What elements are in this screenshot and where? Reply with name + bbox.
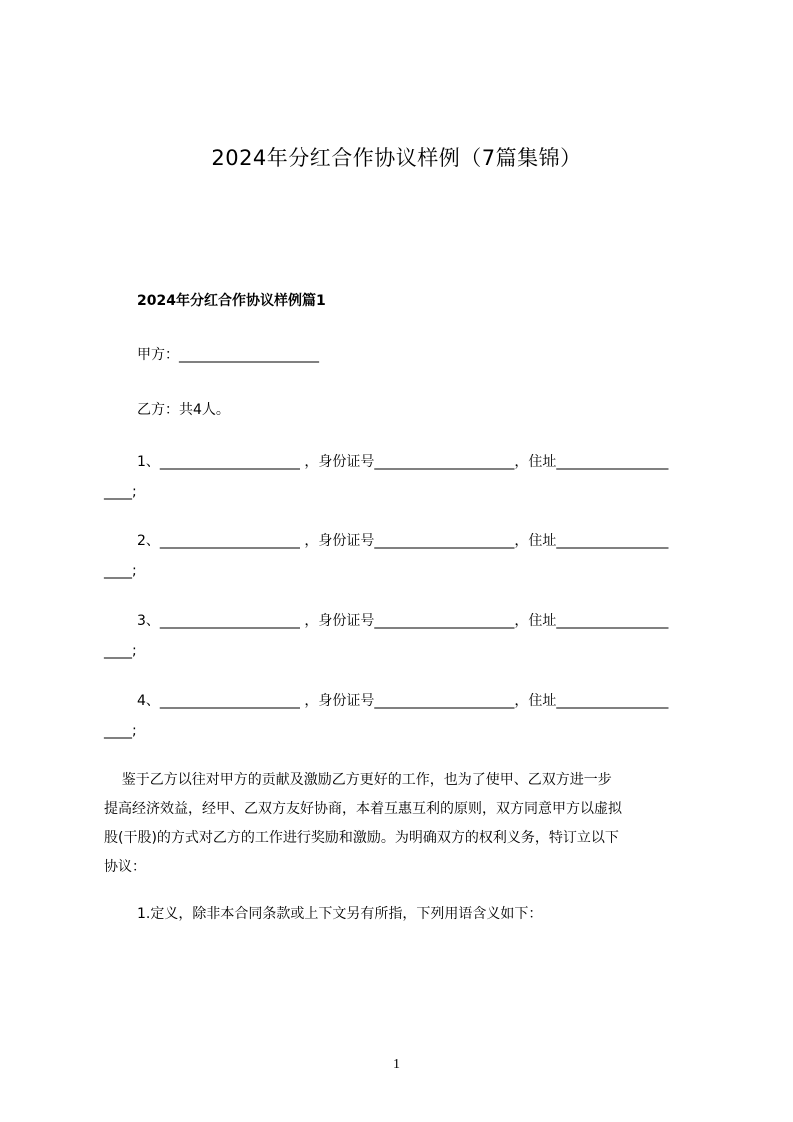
member-row-1: 1、____________________ ，身份证号____________________，住址________________ bbox=[137, 454, 669, 470]
member-row-4: 4、____________________ ，身份证号____________________，住址________________ bbox=[137, 693, 669, 709]
page-number: 1 bbox=[393, 1057, 400, 1072]
preamble-line: 提高经济效益，经甲、乙双方友好协商，本着互惠互利的原则，双方同意甲方以虚拟 bbox=[104, 801, 622, 817]
party-b-line: 乙方：共4人。 bbox=[137, 402, 230, 418]
member-row-4-continuation: ____; bbox=[104, 723, 137, 739]
party-a-line: 甲方：____________________ bbox=[137, 347, 319, 363]
section-heading: 2024年分红合作协议样例篇1 bbox=[137, 293, 326, 309]
preamble-line: 股(干股)的方式对乙方的工作进行奖励和激励。为明确双方的权利义务，特订立以下 bbox=[104, 830, 619, 846]
member-row-3: 3、____________________ ，身份证号____________________，住址________________ bbox=[137, 613, 669, 629]
member-row-2: 2、____________________ ，身份证号____________________，住址________________ bbox=[137, 533, 669, 549]
document-title: 2024年分红合作协议样例（7篇集锦） bbox=[211, 146, 582, 170]
definition-clause: 1.定义，除非本合同条款或上下文另有所指，下列用语含义如下： bbox=[137, 906, 543, 922]
preamble-line: 鉴于乙方以往对甲方的贡献及激励乙方更好的工作，也为了使甲、乙双方进一步 bbox=[104, 772, 612, 788]
member-row-2-continuation: ____; bbox=[104, 563, 137, 579]
preamble-line: 协议： bbox=[104, 859, 146, 875]
preamble-paragraph bbox=[104, 766, 704, 882]
member-row-3-continuation: ____; bbox=[104, 643, 137, 659]
member-row-1-continuation: ____; bbox=[104, 484, 137, 500]
